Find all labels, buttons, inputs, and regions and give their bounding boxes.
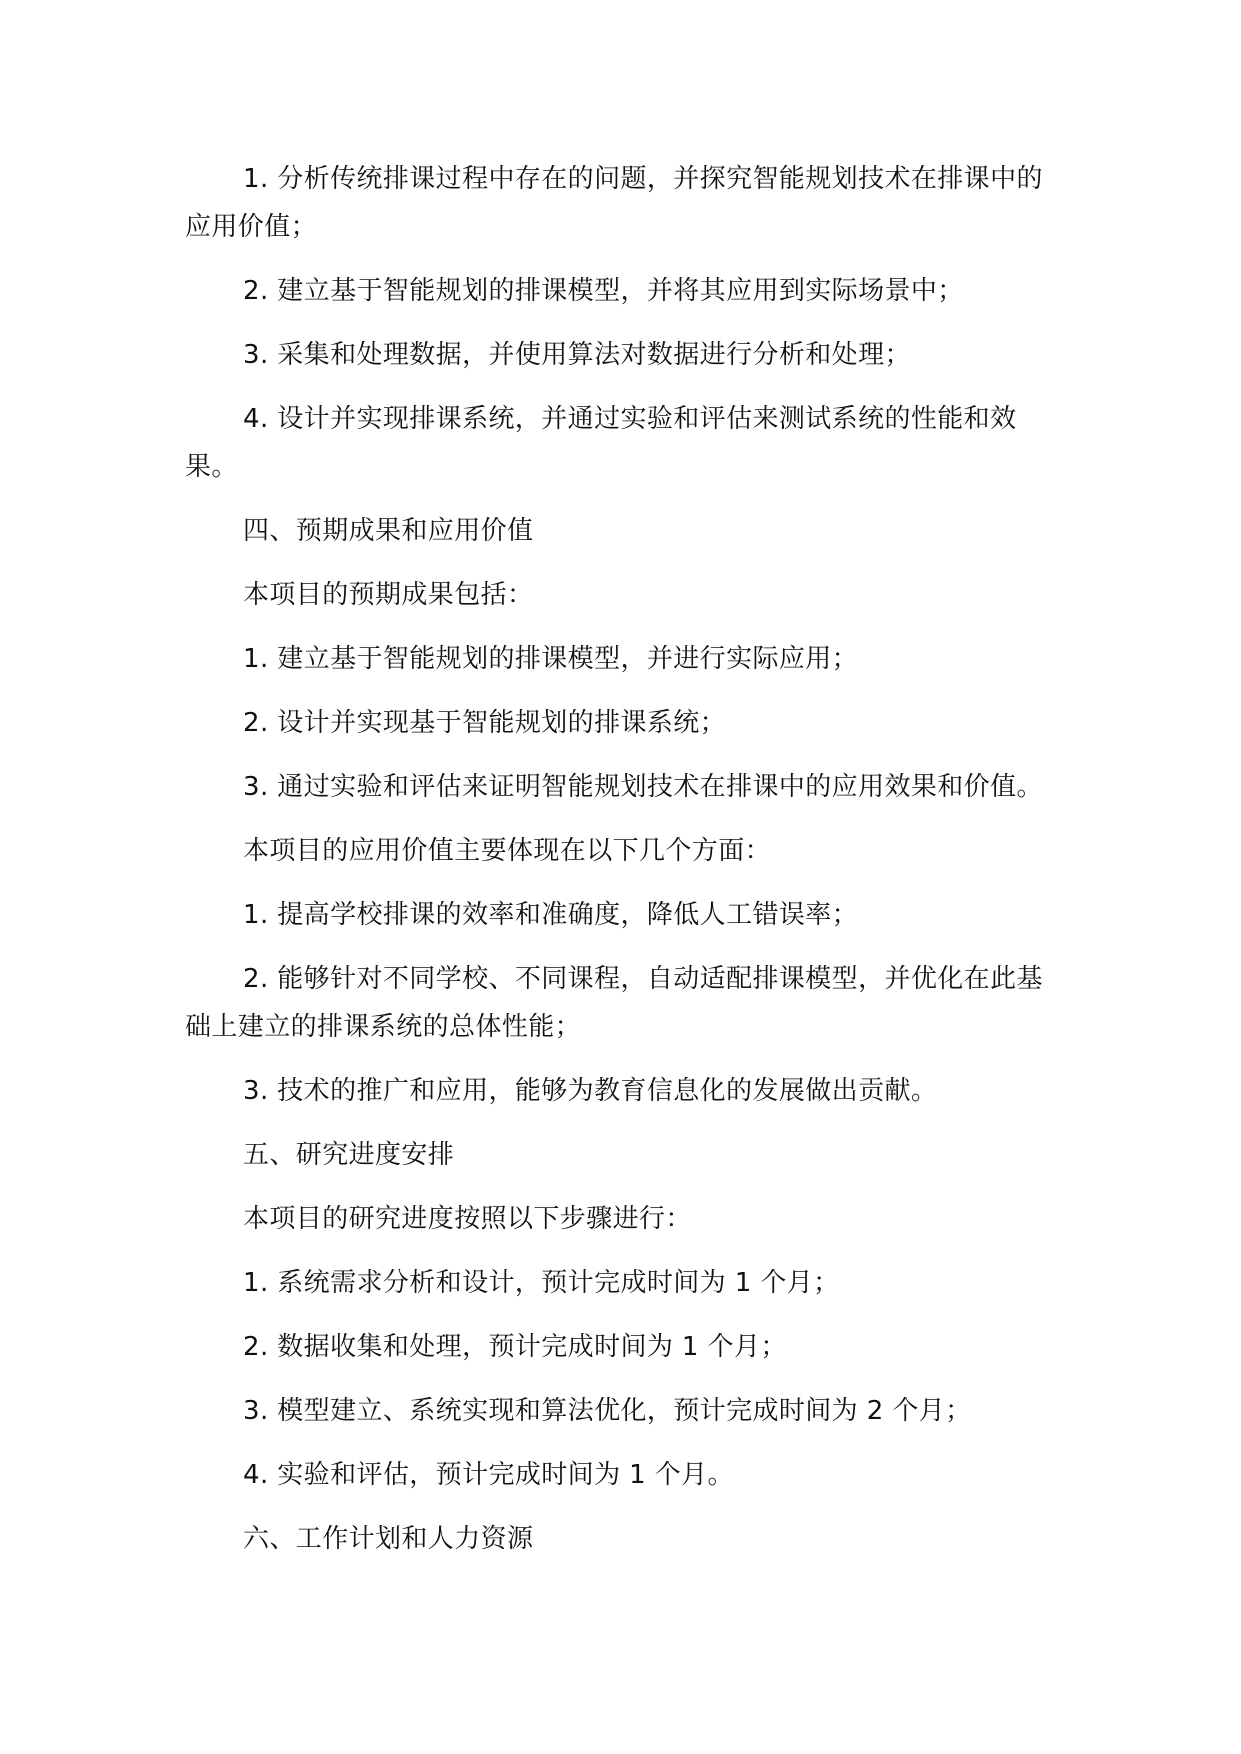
- schedule-item-1: 1. 系统需求分析和设计，预计完成时间为 1 个月；: [243, 1268, 840, 1298]
- section-heading-work-plan: 六、工作计划和人力资源: [243, 1524, 534, 1554]
- expected-result-item-1: 1. 建立基于智能规划的排课模型，并进行实际应用；: [243, 644, 859, 674]
- expected-result-item-2: 2. 设计并实现基于智能规划的排课系统；: [243, 708, 727, 738]
- expected-results-intro: 本项目的预期成果包括：: [243, 580, 534, 610]
- section-heading-expected-results: 四、预期成果和应用价值: [243, 516, 534, 546]
- objective-item-2: 2. 建立基于智能规划的排课模型，并将其应用到实际场景中；: [243, 276, 964, 306]
- objective-item-1: 1. 分析传统排课过程中存在的问题，并探究智能规划技术在排课中的应用价值；: [185, 164, 1043, 242]
- application-value-item-1: 1. 提高学校排课的效率和准确度，降低人工错误率；: [243, 900, 859, 930]
- objective-item-3: 3. 采集和处理数据，并使用算法对数据进行分析和处理；: [243, 340, 911, 370]
- schedule-item-4: 4. 实验和评估，预计完成时间为 1 个月。: [243, 1460, 734, 1490]
- expected-result-item-3: 3. 通过实验和评估来证明智能规划技术在排课中的应用效果和价值。: [243, 772, 1043, 802]
- schedule-item-2: 2. 数据收集和处理，预计完成时间为 1 个月；: [243, 1332, 787, 1362]
- application-value-item-3: 3. 技术的推广和应用，能够为教育信息化的发展做出贡献。: [243, 1076, 938, 1106]
- application-value-item-2: 2. 能够针对不同学校、不同课程，自动适配排课模型，并优化在此基础上建立的排课系统的总体性能；: [185, 964, 1043, 1042]
- document-body: [185, 155, 1065, 1579]
- objective-item-4: 4. 设计并实现排课系统，并通过实验和评估来测试系统的性能和效果。: [185, 404, 1017, 482]
- section-heading-schedule: 五、研究进度安排: [243, 1140, 455, 1170]
- schedule-item-3: 3. 模型建立、系统实现和算法优化，预计完成时间为 2 个月；: [243, 1396, 972, 1426]
- application-value-intro: 本项目的应用价值主要体现在以下几个方面：: [243, 836, 772, 866]
- schedule-intro: 本项目的研究进度按照以下步骤进行：: [243, 1204, 692, 1234]
